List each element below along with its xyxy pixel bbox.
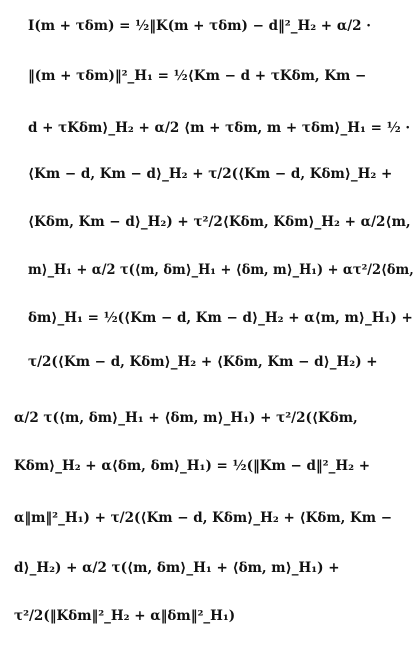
formula-line-8 [0, 348, 420, 378]
formula-line-9-text: α/2 τ(⟨m, δm⟩_H₁ + ⟨δm, m⟩_H₁) + τ²/2(⟨Kδm, [14, 410, 358, 426]
formula-line-7 [0, 304, 420, 334]
formula-line-1-text: I(m + τδm) = ½‖K(m + τδm) − d‖²_H₂ + α/2 · [28, 18, 371, 34]
formula-line-9 [0, 404, 420, 434]
formula-line-7-text: δm⟩_H₁ = ½(⟨Km − d, Km − d⟩_H₂ + α⟨m, m⟩_H₁) + [28, 310, 413, 326]
formula-line-6-text: m⟩_H₁ + α/2 τ(⟨m, δm⟩_H₁ + ⟨δm, m⟩_H₁) + ατ²/2⟨δm, [28, 262, 414, 278]
formula-line-2-text: ‖(m + τδm)‖²_H₁ = ½⟨Km − d + τKδm, Km − [28, 68, 367, 84]
formula-line-13-text: τ²/2(‖Kδm‖²_H₂ + α‖δm‖²_H₁) [14, 608, 236, 624]
formula-line-13 [0, 602, 420, 632]
formula-line-4 [0, 160, 420, 190]
formula-line-8-text: τ/2(⟨Km − d, Kδm⟩_H₂ + ⟨Kδm, Km − d⟩_H₂) + [28, 354, 378, 370]
formula-line-4-text: ⟨Km − d, Km − d⟩_H₂ + τ/2(⟨Km − d, Kδm⟩_H₂ + [28, 166, 393, 182]
formula-line-10 [0, 452, 420, 482]
formula-line-12 [0, 554, 420, 584]
formula-line-11-text: α‖m‖²_H₁) + τ/2(⟨Km − d, Kδm⟩_H₂ + ⟨Kδm, Km − [14, 510, 393, 526]
formula-line-3 [0, 114, 420, 144]
formula-line-2 [0, 62, 420, 92]
formula-line-10-text: Kδm⟩_H₂ + α⟨δm, δm⟩_H₁) = ½(‖Km − d‖²_H₂ + [14, 458, 371, 474]
formula-line-5-text: ⟨Kδm, Km − d⟩_H₂) + τ²/2⟨Kδm, Kδm⟩_H₂ + α/2⟨m, [28, 214, 411, 230]
formula-line-1 [0, 12, 420, 42]
formula-line-6 [0, 256, 420, 286]
formula-line-5 [0, 208, 420, 238]
formula-line-11 [0, 504, 420, 534]
formula-line-12-text: d⟩_H₂) + α/2 τ(⟨m, δm⟩_H₁ + ⟨δm, m⟩_H₁) + [14, 560, 340, 576]
formula-line-3-text: d + τKδm⟩_H₂ + α/2 ⟨m + τδm, m + τδm⟩_H₁ = ½ · [28, 120, 411, 136]
